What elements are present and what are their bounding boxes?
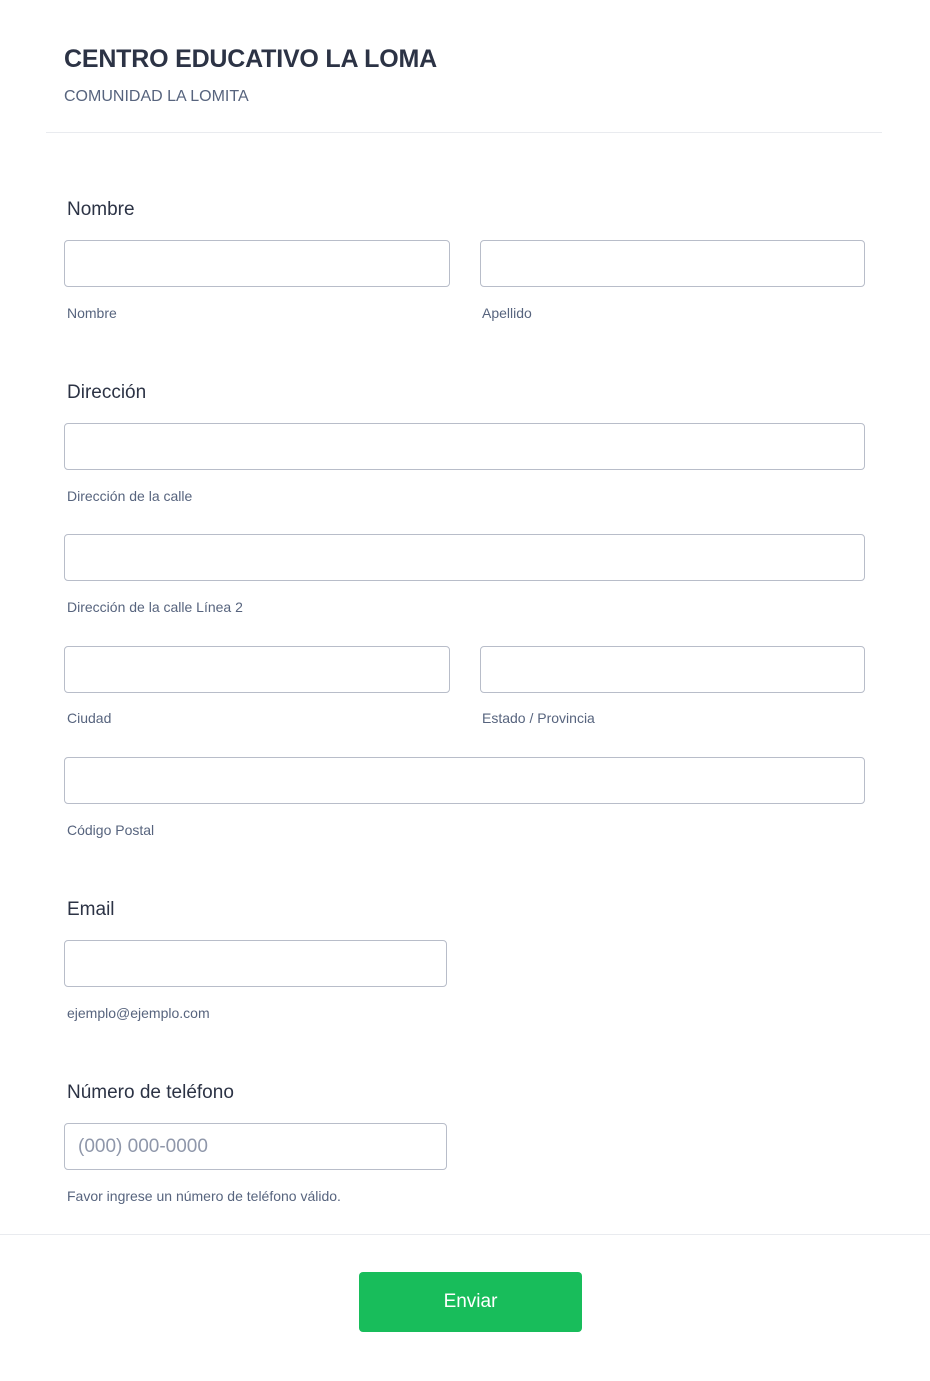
last-name-sublabel: Apellido: [482, 305, 532, 321]
phone-field[interactable]: [64, 1123, 447, 1170]
phone-input[interactable]: [65, 1124, 446, 1169]
phone-sublabel: Favor ingrese un número de teléfono válido.: [67, 1188, 341, 1204]
first-name-input[interactable]: [65, 241, 449, 286]
state-field[interactable]: [480, 646, 865, 693]
state-input[interactable]: [481, 647, 864, 692]
address-question-label: Dirección: [67, 382, 147, 403]
first-name-field[interactable]: [64, 240, 450, 287]
city-field[interactable]: [64, 646, 450, 693]
first-name-sublabel: Nombre: [67, 305, 117, 321]
city-input[interactable]: [65, 647, 449, 692]
postal-code-field[interactable]: [64, 757, 865, 804]
email-sublabel: ejemplo@ejemplo.com: [67, 1005, 210, 1021]
street-address-line2-sublabel: Dirección de la calle Línea 2: [67, 599, 243, 615]
form-subtitle: COMUNIDAD LA LOMITA: [64, 88, 249, 105]
postal-code-sublabel: Código Postal: [67, 822, 155, 838]
street-address-sublabel: Dirección de la calle: [67, 488, 193, 504]
street-address-field[interactable]: [64, 423, 865, 470]
state-sublabel: Estado / Provincia: [482, 710, 595, 726]
email-question-label: Email: [67, 899, 115, 920]
footer-divider: [0, 1234, 930, 1235]
phone-question-label: Número de teléfono: [67, 1082, 234, 1103]
email-field[interactable]: [64, 940, 447, 987]
email-input[interactable]: [65, 941, 446, 986]
last-name-field[interactable]: [480, 240, 865, 287]
submit-button[interactable]: Enviar: [359, 1272, 582, 1332]
form-title: CENTRO EDUCATIVO LA LOMA: [64, 45, 437, 73]
street-address-line2-field[interactable]: [64, 534, 865, 581]
city-sublabel: Ciudad: [67, 710, 112, 726]
name-question-label: Nombre: [67, 199, 135, 220]
last-name-input[interactable]: [481, 241, 864, 286]
form-header: [46, 0, 882, 133]
street-address-line2-input[interactable]: [65, 535, 864, 580]
street-address-input[interactable]: [65, 424, 864, 469]
postal-code-input[interactable]: [65, 758, 864, 803]
